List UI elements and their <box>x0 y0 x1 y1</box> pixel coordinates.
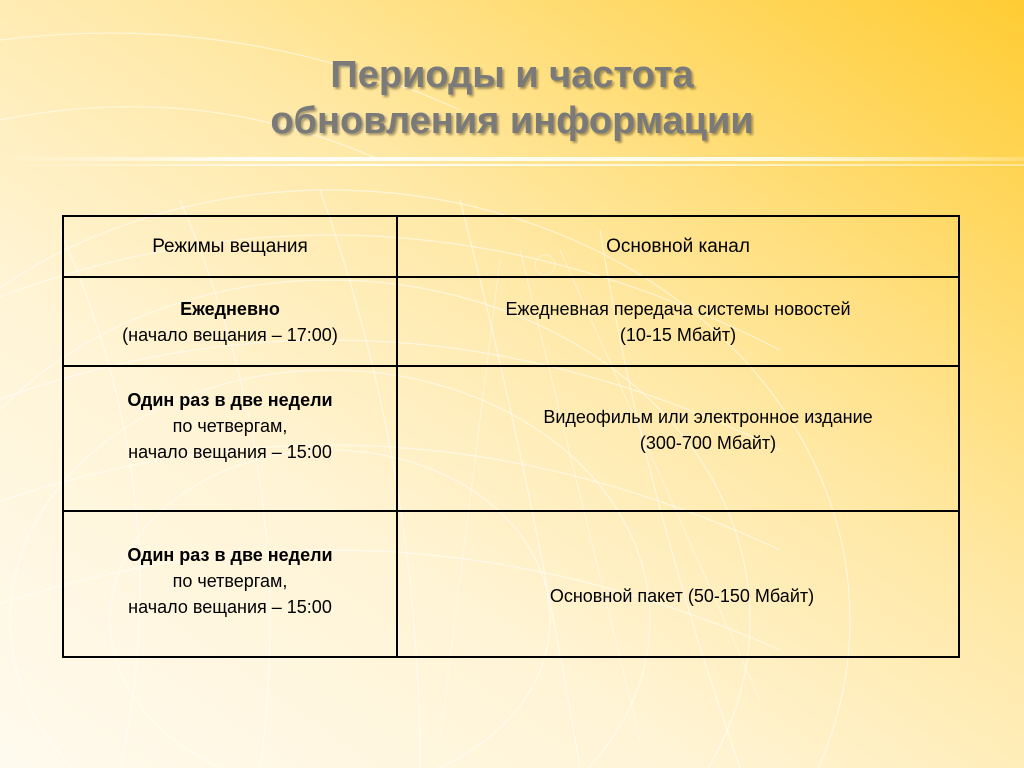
header-cell-modes: Режимы вещания <box>63 216 397 277</box>
title-divider <box>0 157 1024 161</box>
slide-title-line-2: обновления информации <box>270 100 754 142</box>
title-divider-secondary <box>0 164 1024 166</box>
mode-detail: по четвергам, <box>172 571 288 591</box>
mode-detail: по четвергам, <box>172 416 288 436</box>
slide-title <box>0 52 1024 144</box>
mode-cell <box>63 277 397 366</box>
mode-cell <box>63 366 397 511</box>
mode-detail: (начало вещания – 17:00) <box>122 325 338 345</box>
table-row <box>63 366 959 511</box>
channel-cell <box>397 511 959 657</box>
mode-title: Один раз в две недели <box>127 545 333 565</box>
table-header-row <box>63 216 959 277</box>
mode-start-time: начало вещания – 15:00 <box>128 597 332 617</box>
table-row <box>63 511 959 657</box>
slide-title-line-1: Периоды и частота <box>330 54 694 96</box>
mode-title: Ежедневно <box>180 299 280 319</box>
channel-description: Видеофильм или электронное издание <box>543 406 873 427</box>
channel-size: (300-700 Мбайт) <box>639 432 777 453</box>
channel-description: Ежедневная передача системы новостей <box>505 299 851 319</box>
mode-cell <box>63 511 397 657</box>
broadcast-schedule-table <box>62 215 960 658</box>
channel-description: Основной пакет (50-150 Мбайт) <box>549 586 815 606</box>
channel-size: (10-15 Мбайт) <box>619 325 737 345</box>
header-cell-channel: Основной канал <box>397 216 959 277</box>
channel-cell <box>397 366 959 511</box>
mode-title: Один раз в две недели <box>127 390 333 410</box>
channel-cell <box>397 277 959 366</box>
mode-start-time: начало вещания – 15:00 <box>128 442 332 462</box>
table-row <box>63 277 959 366</box>
